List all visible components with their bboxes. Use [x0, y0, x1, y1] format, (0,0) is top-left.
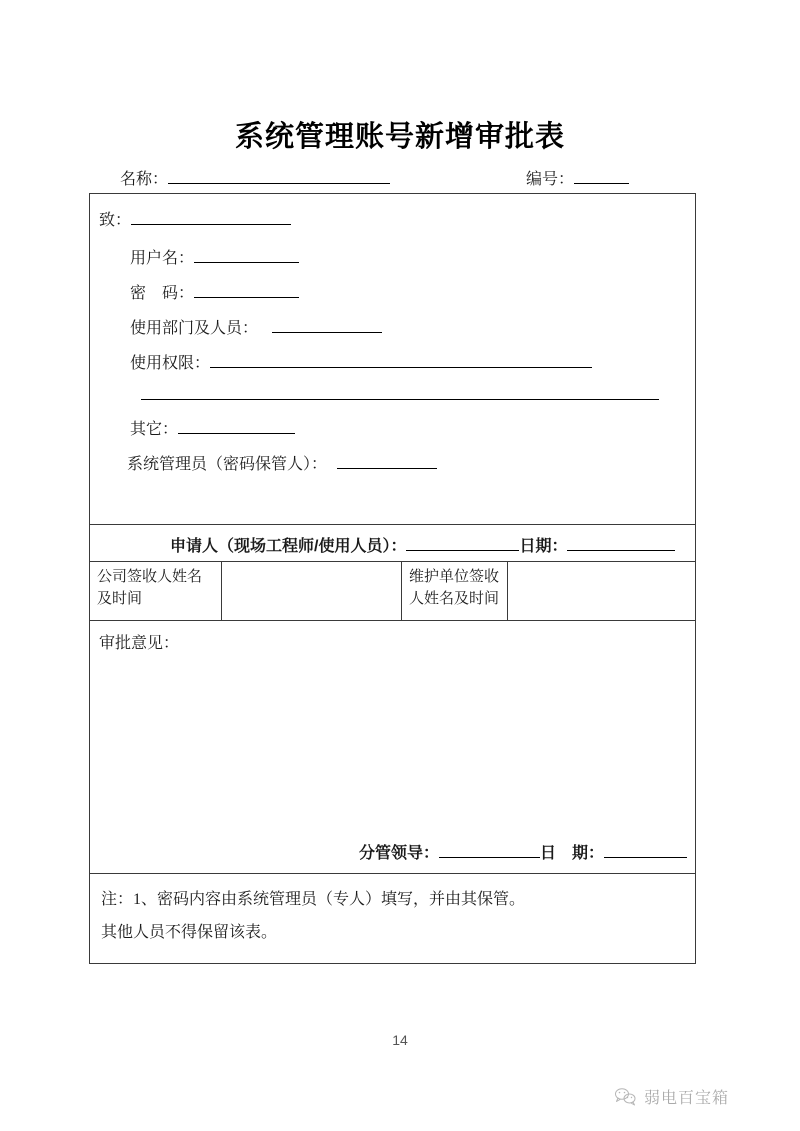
company-receiver-label-cell: 公司签收人姓名及时间: [90, 562, 222, 620]
admin-field-group: [127, 451, 437, 474]
username-input-line[interactable]: [194, 247, 299, 263]
approval-date-input-line[interactable]: [604, 842, 687, 858]
permission-input-line-2[interactable]: [141, 384, 659, 400]
password-label: 密 码：: [130, 285, 195, 302]
number-label: 编号：: [526, 171, 575, 188]
applicant-date-input-line[interactable]: [567, 535, 675, 551]
permission-continuation-group: [141, 384, 659, 400]
admin-label: 系统管理员（密码保管人）：: [127, 456, 328, 473]
username-field-group: [130, 245, 299, 268]
number-field-group: [526, 166, 629, 189]
applicant-field-group: [170, 533, 675, 556]
to-field-group: [99, 207, 291, 230]
page-title: 系统管理账号新增审批表: [234, 121, 565, 153]
name-label: 名称：: [120, 171, 169, 188]
wechat-logo-icon: [614, 1087, 637, 1106]
note-line-2: 其他人员不得保留该表。: [101, 923, 278, 941]
other-field-group: [130, 416, 295, 439]
applicant-section: [90, 524, 695, 561]
applicant-input-line[interactable]: [406, 535, 519, 551]
password-field-group: [130, 280, 299, 303]
other-input-line[interactable]: [178, 418, 295, 434]
header-row: [89, 166, 696, 190]
name-field-group: [120, 166, 390, 189]
approval-signature-group: [359, 840, 687, 863]
applicant-label: 申请人（现场工程师/使用人员）：: [170, 538, 407, 555]
other-label: 其它：: [130, 421, 179, 438]
watermark-text: 弱电百宝箱: [644, 1090, 730, 1107]
number-input-line[interactable]: [574, 168, 629, 184]
permission-field-group: [130, 350, 592, 373]
password-input-line[interactable]: [194, 282, 299, 298]
maintenance-receiver-label-cell: 维护单位签收人姓名及时间: [402, 562, 508, 620]
to-input-line[interactable]: [131, 209, 291, 225]
username-label: 用户名：: [130, 250, 195, 267]
signature-row: [90, 561, 695, 620]
account-details-section: [90, 194, 695, 524]
page-number: 14: [392, 1032, 408, 1048]
leader-label: 分管领导：: [359, 845, 440, 862]
department-label: 使用部门及人员：: [130, 320, 259, 337]
leader-input-line[interactable]: [439, 842, 540, 858]
department-field-group: [130, 315, 382, 338]
approval-date-label: 日 期：: [540, 845, 605, 862]
approval-opinion-label: 审批意见：: [99, 635, 180, 652]
notes-section: [90, 873, 695, 963]
to-label: 致：: [99, 212, 132, 229]
form-table: [89, 193, 696, 964]
applicant-date-label: 日期：: [519, 538, 568, 555]
permission-input-line-1[interactable]: [210, 352, 592, 368]
approval-section[interactable]: [90, 620, 695, 873]
maintenance-receiver-value-cell[interactable]: [508, 562, 695, 620]
company-receiver-value-cell[interactable]: [222, 562, 402, 620]
note-line-1: 注：1、密码内容由系统管理员（专人）填写，并由其保管。: [101, 891, 526, 908]
department-input-line[interactable]: [272, 317, 382, 333]
admin-input-line[interactable]: [337, 453, 437, 469]
name-input-line[interactable]: [168, 168, 390, 184]
permission-label: 使用权限：: [130, 355, 211, 372]
watermark: [614, 1085, 729, 1108]
